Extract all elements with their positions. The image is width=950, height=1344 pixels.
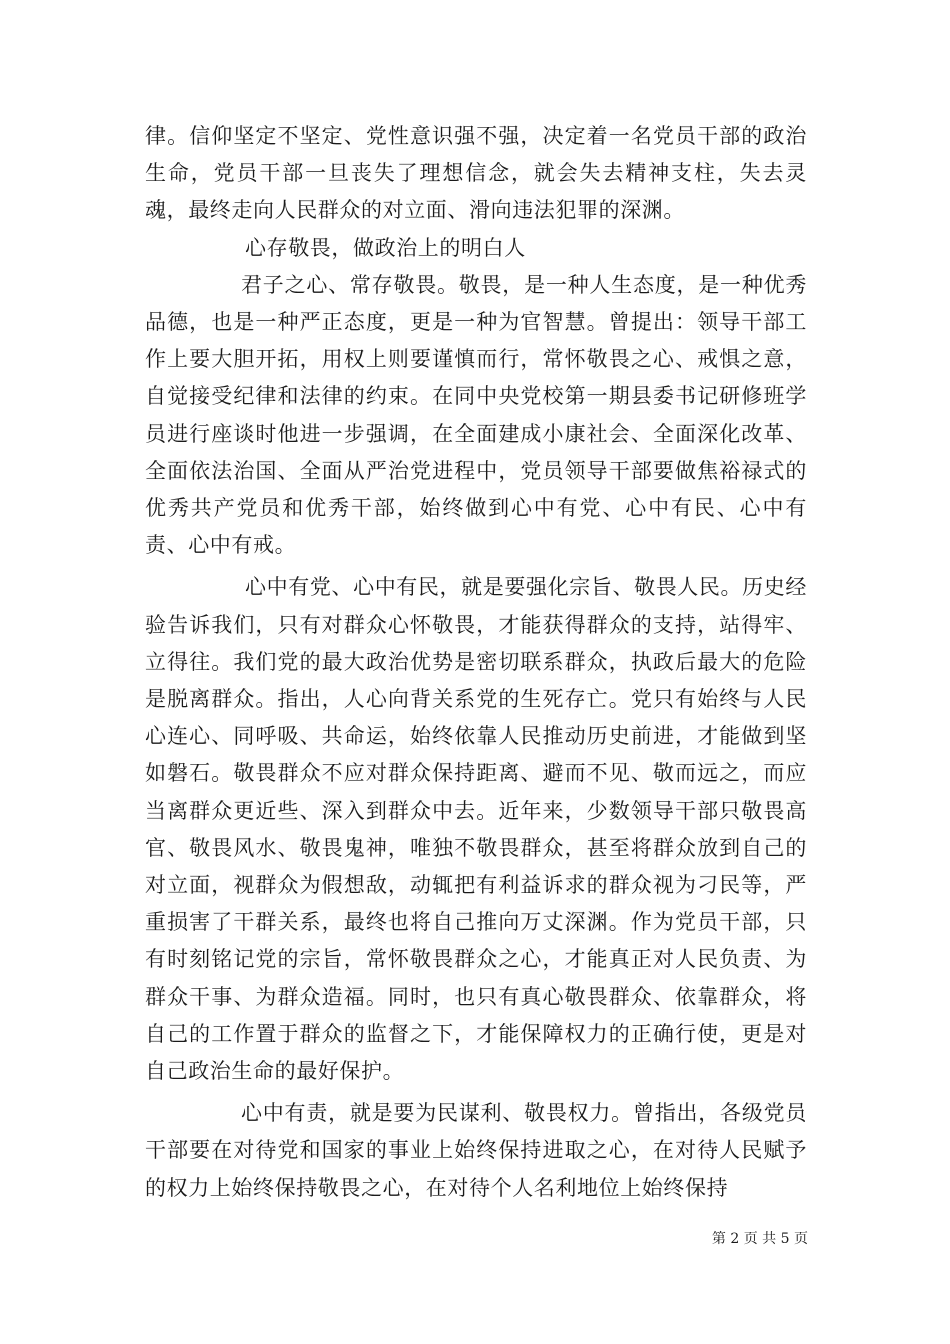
- paragraph-reverence: 君子之心、常存敬畏。敬畏，是一种人生态度，是一种优秀品德，也是一种严正态度，更是一种为官智慧。曾提出：领导干部工作上要大胆开拓，用权上则要谨慎而行，常怀敬畏之心、戒惧之意，自觉接受纪律和法律的约束。在同中央党校第一期县委书记研修班学员进行座谈时他进一步强调，在全面建成小康社会、全面深化改革、全面依法治国、全面从严治党进程中，党员领导干部要做焦裕禄式的优秀共产党员和优秀干部，始终做到心中有党、心中有民、心中有责、心中有戒。: [145, 272, 807, 558]
- page-number: 第 2 页 共 5 页: [711, 1231, 808, 1247]
- document-body: [145, 118, 807, 1207]
- paragraph-party-people: 心中有党、心中有民，就是要强化宗旨、敬畏人民。历史经验告诉我们，只有对群众心怀敬畏，才能获得群众的支持，站得牢、立得往。我们党的最大政治优势是密切联系群众，执政后最大的危险是脱离群众。指出，人心向背关系党的生死存亡。党只有始终与人民心连心、同呼吸、共命运，始终依靠人民推动历史前进，才能做到坚如磐石。敬畏群众不应对群众保持距离、避而不见、敬而远之，而应当离群众更近些、深入到群众中去。近年来，少数领导干部只敬畏高官、敬畏风水、敬畏鬼神，唯独不敬畏群众，甚至将群众放到自己的对立面，视群众为假想敌，动辄把有利益诉求的群众视为刁民等，严重损害了干群关系，最终也将自己推向万丈深渊。作为党员干部，只有时刻铭记党的宗旨，常怀敬畏群众之心，才能真正对人民负责、为群众干事、为群众造福。同时，也只有真心敬畏群众、依靠群众，将自己的工作置于群众的监督之下，才能保障权力的正确行使，更是对自己政治生命的最好保护。: [145, 575, 807, 1084]
- paragraph-responsibility: 心中有责，就是要为民谋利、敬畏权力。曾指出，各级党员干部要在对待党和国家的事业上始终保持进取之心，在对待人民赋予的权力上始终保持敬畏之心，在对待个人名利地位上始终保持: [145, 1101, 807, 1200]
- section-heading: 心存敬畏，做政治上的明白人: [245, 235, 526, 260]
- paragraph-continuation: 律。信仰坚定不坚定、党性意识强不强，决定着一名党员干部的政治生命，党员干部一旦丧失了理想信念，就会失去精神支柱，失去灵魂，最终走向人民群众的对立面、滑向违法犯罪的深渊。: [145, 124, 807, 223]
